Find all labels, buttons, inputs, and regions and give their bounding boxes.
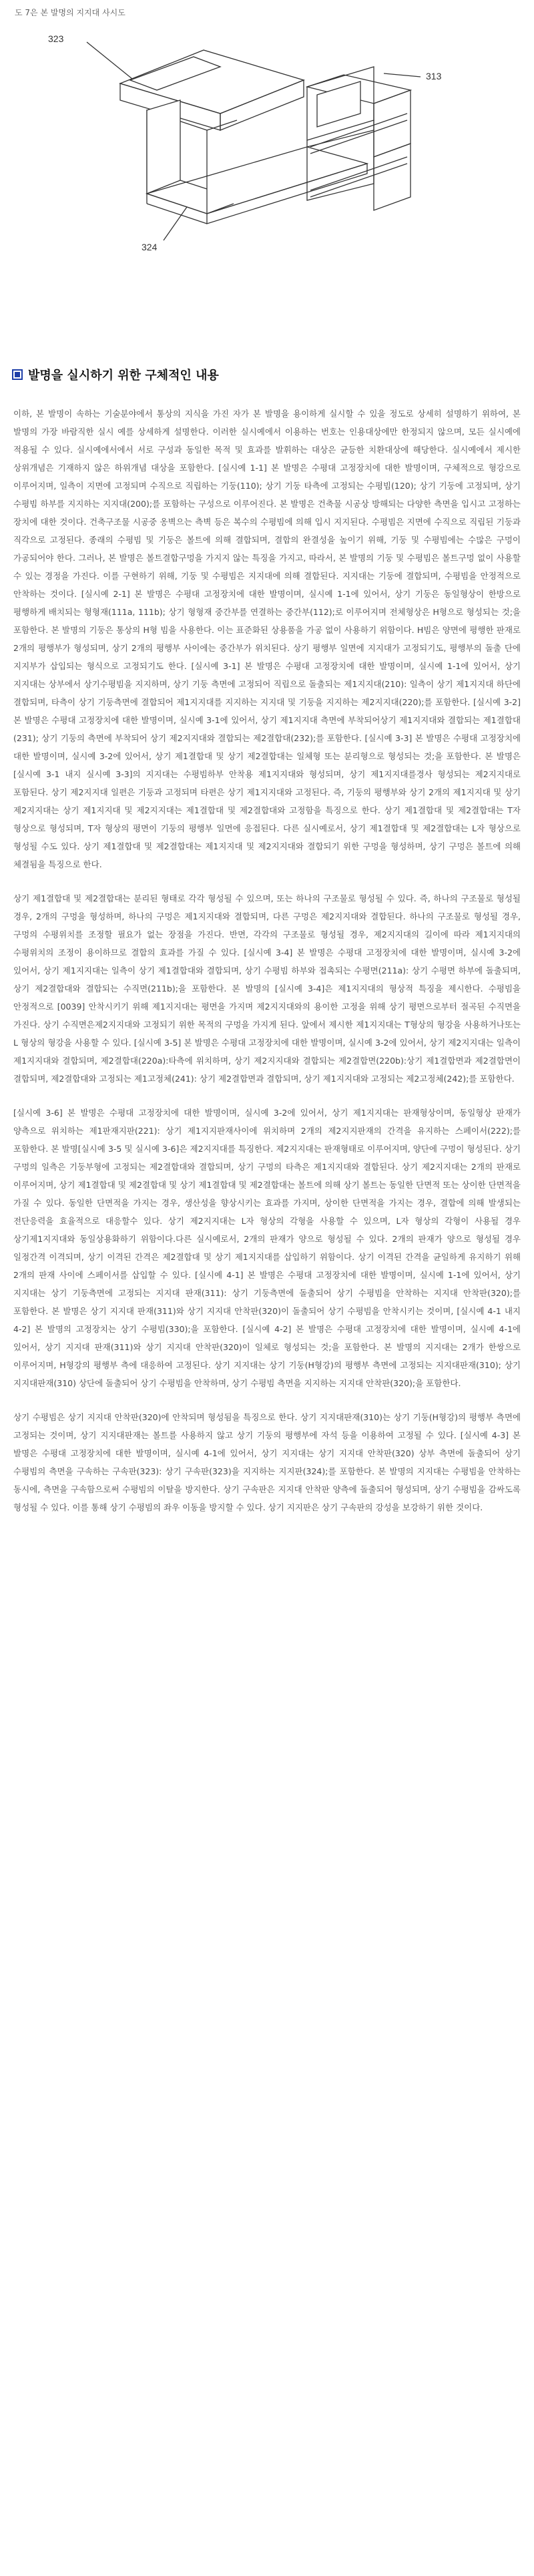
- paragraph: [실시예 3-6] 본 발명은 수평대 고정장치에 대한 발명이며, 실시예 3-2에 있어서, 상기 제1지지대는 판재형상이며, 동일형상 판재가 양측으로 위치하는 제1판재지판(221): 상기 제1지지판재사이에 위치하며 2개의 제2지지판재의 간격을 유지하는 스페이서(222);를 포함한다. 본 발명[실시예 3-5 및 실시예 3-6]은 제2지지대를 특징한다. 제2지지대는 판재형태로 이루어지며, 양단에 구멍이 형성된다. 상기 구멍의 일측은 기둥부형에 고정되는 제2결합대와 결합되며, 상기 구멍의 타측은 제1지지대와 결합된다. 상기 제2지지대는 2개의 판재로 이루어지며, 상기 제1결합대 및 제2결합대 및 상기 제1결합대 및 제2결합대는 볼트에 의해 상기 볼트는 동일한 단면적 또는 상이한 단면적을 가질 수 있다. 동일한 단면적을 가지는 경우, 생산성을 향상시키는 효과를 가지며, 상이한 단면적을 가지는 경우, 결합에 의해 발생되는 전단응력을 효율적으로 대응할수 있다. 상기 제2지지대는 L자 형상의 각형을 사용할 수 있으며, L자 형상의 각형이 사용될 경우 상기제1지지대와 동일상용화하기 위함이다.다른 실시예로서, 2개의 판재가 양으로 형성될 수 있다. 2개의 판재가 양으로 형성될 경우 일정간격 이격되며, 상기 이격된 간격은 제2결합대 및 상기 제1지지대를 삽입하기 위함이다. 상기 이격된 간격을 균일하게 유지하기 위해 2개의 판재 사이에 스페이서를 삽입할 수 있다. [실시예 4-1] 본 발명은 수평대 고정장치에 대한 발명이며, 실시예 1-1에 있어서, 상기 지지대는 상기 기둥측면에 고정되는 지지대 판재(311): 상기 기둥측면에 돌출되어 상기 수평빔을 안착하는 지지대 안착판(320);를 포함한다. 본 발명은 상기 지지대 판재(311)와 상기 지지대 안착판(320)이 돌출되어 상기 수평빔을 안착시키는 것이며, [실시예 4-1 내지 4-2] 본 발명의 고정장치는 상기 수평빔(330);을 포함한다. [실시예 4-2] 본 발명은 수평대 고정장치에 대한 발명이며, 실시예 4-1에 있어서, 상기 지지대 판재(311)와 상기 지지대 안착판(320)이 일체로 형성되는 것;을 포함한다. 본 발명의 지지대는 2개가 한쌍으로 이루어지며, H형강의 평행부 측에 대응하여 고정된다. 상기 지지대는 상기 기둥(H형강)의 평행부 측면에 고정되는 지지대판재(310); 상기 지지대판재(310) 상단에 돌출되어 상기 수평빔을 안착하며, 상기 수평빔 측면을 지지하는 지지대 안착판(320);을 포함한다.: [13, 1108, 521, 1388]
- section-heading: [12, 366, 522, 383]
- paragraph: 상기 수평빔은 상기 지지대 안착판(320)에 안착되며 형성됨을 특징으로 한다. 상기 지지대판재(310)는 상기 기둥(H형강)의 평행부 측면에 고정되는 것이며, 상기 지지대판재는 볼트를 사용하지 않고 상기 기둥의 평행부에 자석 등을 이용하여 고정될 수 있다. [실시예 4-3] 본 발명은 수평대 고정장치에 대한 발명이며, 실시예 4-1에 있어서, 상기 지지대는 상기 지지대 안착판(320) 상부 측면에 돌출되어 상기 수평빔의 측면을 구속하는 구속판(323): 상기 구속판(323)을 지지하는 지지판(324);를 포함한다. 본 발명의 지지대는 수평빔을 안착하는 동시에, 측면을 구속함으로써 수평빔의 이탈을 방지한다. 상기 구속판은 지지대 안착판 양측에 돌출되어 형성되며, 상기 수평빔을 감싸도록 형성될 수 있다. 이를 통해 상기 수평빔의 좌우 이동을 방지할 수 있다. 상기 지지판은 상기 구속판의 강성을 보강하기 위한 것이다.: [13, 1412, 521, 1512]
- paragraph: 이하, 본 발명이 속하는 기술분야에서 통상의 지식을 가진 자가 본 발명을 용이하게 실시할 수 있을 정도로 상세히 설명하기 위하여, 본 발명의 가장 바람직한 실시 예를 상세하게 설명한다. 이러한 실시예에서 이용하는 번호는 인용대상에만 한정되지 않으며, 모든 실시예에 적용될 수 있다. 실시예에서에서 서로 구성과 동일한 목적 및 효과를 발휘하는 대상은 균등한 치환대상에 해당한다. 실시예에서 제시한 상위개념은 기재하지 않은 하위개념 대상을 포함한다. [실시예 1-1] 본 발명은 수평대 고정장치에 대한 발명이며, 구체적으로 형강으로 이루어지며, 일측이 지면에 고정되며 수직으로 직립하는 기둥(110); 상기 기둥 타측에 고정되는 수평빔(120); 상기 기둥에 고정되며, 상기 수평빔 하부를 지지하는 지지대(200);를 포함하는 구성으로 이루어진다. 본 발명은 건축물 시공상 방해되는 다양한 측면을 입시고 고정하는 장치에 대한 것이다. 건축구조물 시공중 옹벽으는 측벽 등은 복수의 수평빔에 의해 입시 지지된다. 수평빔은 지면에 수직으로 직립된 기둥과 직각으로 고정된다. 종래의 수평빔 및 기둥은 볼트에 의해 결합되며, 결합의 완결성을 높이기 위해, 기둥 및 수평빔에는 수많은 구멍이 가공되어야 한다. 그러나, 본 발명은 볼트결합구멍을 가지지 않는 특징을 가지고, 따라서, 본 발명의 기둥 및 수평빔은 볼트구멍 없이 사용할 수 있는 경정을 가진다. 이를 구현하기 위해, 기둥 및 수평빔은 지지대에 의해 결합된다. 지지대는 기둥에 결합되며, 수평빔을 안정적으로 안착하는 것이다. [실시예 2-1] 본 발명은 수평대 고정장치에 대한 발명이며, 실시예 1-1에 있어서, 상기 기둥은 동일형상이 한방으로 평행하게 배치되는 형형재(111a, 111b); 상기 형형재 중간부를 연결하는 중간부(112);로 이루어지며 전체형상은 H형으로 형성되는 것;을 포함한다. 본 발명의 기둥은 통상의 H형 빔을 사용한다. 이는 표준화된 상용품을 가공 없이 사용하기 위함이다. H빔은 양면에 평행한 판재로 2개의 평행부가 형성되며, 상기 2개의 평행부 사이에는 중간부가 위치된다. 상기 평행부 일면에 지지대가 고정되기도, 평행부의 돌출 단에 지지부가 삽입되는 형식으로 고정되기도 한다. [실시예 3-1] 본 발명은 수평대 고정장치에 대한 발명이며, 실시예 1-1에 있어서, 상기 지지대는 상부에서 상기수평빔을 지지하며, 상기 기둥 측면에 고정되어 직립으로 돌출되는 제1지지대(210): 일측이 상기 제1지지대 하단에 결합되며, 타측이 상기 기둥측면에 결합되어 제1지지대를 지지하는 지지대 및 기둥을 지지하는 제2지지대(220);를 포함한다. [실시예 3-2] 본 발명은 수평대 고정장치에 대한 발명이며, 실시예 3-1에 있어서, 상기 제1지지대 측면에 부착되어상기 제1지지대와 결합되는 제1결합대(231); 상기 기둥의 측면에 부착되어 상기 제2지지대와 결합되는 제2결합대(232);를 포함한다. [실시예 3-3] 본 발명은 수평대 고정장치에 대한 발명이며, 실시예 3-2에 있어서, 상기 제1결합대 및 상기 제2결합대는 일체형 또는 분리형으로 형성되는 것;을 포함한다. 본 발명은 [실시예 3-1 내지 실시예 3-3]의 지지대는 수평빔하부 안착용 제1지지대와 형성되며, 상기 제1지지대를경사 형성되는 제2지지대로 포함된다. 상기 제2지지대 일편은 기둥과 고정되며 타편은 상기 제1지지대와 고정된다. 즉, 기둥의 평행부와 상기 2개의 제1지지대 및 상기 제2지지대는 상기 제1지지대 및 제2지지대는 제1결합대 및 제2결합대와 고정함을 특징으로 한다. 상기 제1결합대 및 제2결합대는 T자 형상으로 형성되며, T자 형상의 평면이 기둥의 평행부 일면에 응접된다. 다른 실시예로서, 상기 제1결합대 및 제2결합대는 L자 형상으로 형성될 수도 있다. 상기 제1결합대 및 제2결합대는 제1지지대 및 제2지지대와 결합되기 위한 구멍을 형성하며, 상기 구멍은 볼트에 의해 체결됨을 특징으로 한다.: [13, 409, 521, 869]
- section-title: 발명을 실시하기 위한 구체적인 내용: [28, 369, 219, 383]
- square-bullet-icon: [12, 369, 23, 380]
- patent-figure: [48, 20, 454, 294]
- support-bracket-drawing: [80, 20, 454, 294]
- ref-label-323: 323: [48, 33, 64, 44]
- ref-label-324: 324: [142, 242, 158, 252]
- ref-label-313: 313: [426, 71, 442, 81]
- figure-caption: 도 7은 본 발명의 지지대 사시도: [15, 8, 125, 17]
- paragraph: 상기 제1결합대 및 제2결합대는 분리된 형태로 각각 형성될 수 있으며, 또는 하나의 구조물로 형성될 수 있다. 즉, 하나의 구조물로 형성될 경우, 2개의 구멍을 형성하며, 하나의 구멍은 제1지지대와 결합되며, 다른 구멍은 제2지지대와 결합된다. 하나의 구조물로 형성될 경우, 구멍의 수평위치를 조정할 필요가 없는 장점을 가진다. 반면, 각각의 구조물로 형성될 경우, 제2지지대의 길이에 따라 제1지지대의 수평위치의 조정이 용이하므로 결합의 효과를 가질 수 있다. [실시예 3-4] 본 발명은 수평대 고정장치에 대한 발명이며, 실시예 3-2에 있어서, 상기 제1지지대는 일측이 상기 제1결합대와 결합되며, 상기 수평빔 하부와 접촉되는 수평면(211a): 상기 수평면 하부에 돌출되며, 상기 제2결합대와 결합되는 수직면(211b);을 포함한다. 본 발명의 [실시예 3-4]은 제1지지대의 형상적 특징을 제시한다. 수평빔을 안정적으로 [0039] 안착시키기 위해 제1지지대는 평면을 가지며 제2지지대와의 용이한 고정을 위해 상기 평면으로부터 절곡된 수직면을 가진다. 상기 수직면은제2지지대와 고정되기 위한 목적의 구멍을 가지게 된다. 앞에서 제시한 제1지지대는 T형상의 형강을 사용하거나또는 L 형상의 형강을 사용할 수 있다. [실시예 3-5] 본 발명은 수평대 고정장치에 대한 발명이며, 실시예 3-2에 있어서, 상기 제2지지대는 일측이 제1지지대와 결합되며, 제2결합대(220a):타측에 위치하며, 상기 제2지지대와 결합되는 제2결합면(220b):상기 제1결합면과 제2결합면이 결합되며, 제2결합대와 고정되는 제1고정체(241): 상기 제2결합면과 결합되며, 상기 제1지지대와 고정되는 제2고정체(242);를 포함한다.: [13, 893, 521, 1084]
- description-body: [13, 405, 521, 1516]
